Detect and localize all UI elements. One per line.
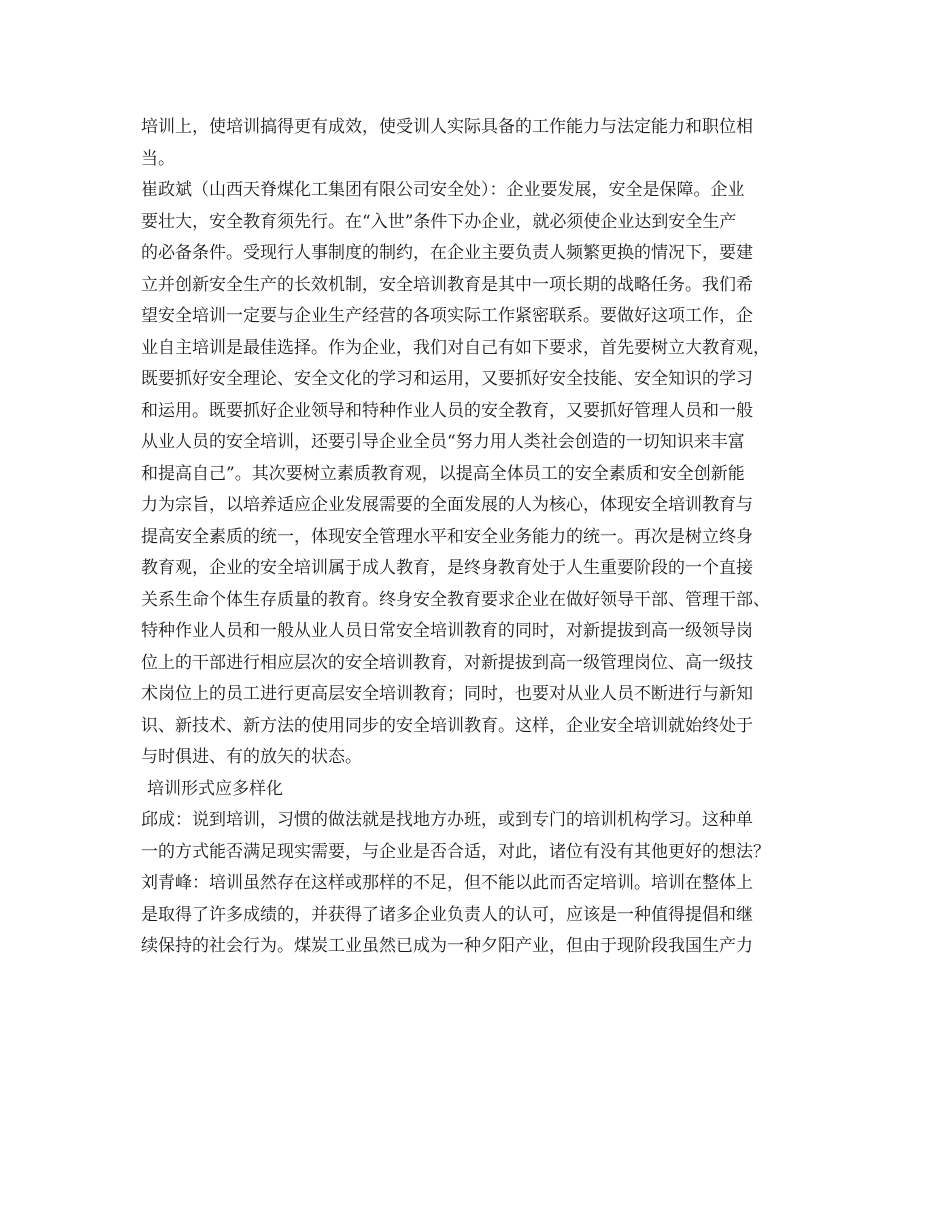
text-line: 要壮大，安全教育须先行。在“入世”条件下办企业，就必须使企业达到安全生产 (141, 211, 737, 232)
text-line: 术岗位上的员工进行更高层安全培训教育；同时，也要对从业人员不断进行与新知 (141, 684, 753, 704)
text-line: 和运用。既要抓好企业领导和特种作业人员的安全教育，又要抓好管理人员和一般 (141, 400, 753, 421)
text-line: 与时俱进、有的放矢的状态。 (141, 747, 362, 767)
text-line: 立并创新安全生产的长效机制，安全培训教育是其中一项长期的战略任务。我们希 (141, 274, 753, 295)
text-line: 位上的干部进行相应层次的安全培训教育，对新提拔到高一级管理岗位、高一级技 (141, 652, 753, 673)
text-line: 特种作业人员和一般从业人员日常安全培训教育的同时，对新提拔到高一级领导岗 (141, 621, 753, 641)
text-line: 刘青峰：培训虽然存在这样或那样的不足，但不能以此而否定培训。培训在整体上 (141, 873, 753, 893)
text-line: 和提高自己”。其次要树立素质教育观，以提高全体员工的安全素质和安全创新能 (141, 463, 745, 484)
text-line: 望安全培训一定要与企业生产经营的各项实际工作紧密联系。要做好这项工作，企 (141, 306, 753, 326)
section-heading: 培训形式应多样化 (147, 778, 283, 799)
text-line: 从业人员的安全培训，还要引导企业全员“努力用人类社会创造的一切知识来丰富 (141, 432, 745, 452)
text-line: 的必备条件。受现行人事制度的制约，在企业主要负责人频繁更换的情况下，要建 (141, 243, 753, 263)
text-line: 续保持的社会行为。煤炭工业虽然已成为一种夕阳产业，但由于现阶段我国生产力 (141, 936, 753, 956)
text-line: 当。 (141, 148, 175, 169)
text-line: 关系生命个体生存质量的教育。终身安全教育要求企业在做好领导干部、管理干部、 (141, 589, 770, 610)
text-line: 培训上，使培训搞得更有成效，使受训人实际具备的工作能力与法定能力和职位相 (141, 117, 753, 137)
text-line: 是取得了许多成绩的，并获得了诸多企业负责人的认可，应该是一种值得提倡和继 (141, 904, 753, 925)
text-line: 业自主培训是最佳选择。作为企业，我们对自己有如下要求，首先要树立大教育观， (141, 337, 770, 358)
text-line: 邱成：说到培训，习惯的做法就是找地方办班，或到专门的培训机构学习。这种单 (141, 810, 753, 830)
text-line: 力为宗旨，以培养适应企业发展需要的全面发展的人为核心，体现安全培训教育与 (141, 495, 753, 515)
text-line: 既要抓好安全理论、安全文化的学习和运用，又要抓好安全技能、安全知识的学习 (141, 369, 753, 389)
text-line: 崔政斌（山西天脊煤化工集团有限公司安全处）：企业要发展，安全是保障。企业 (141, 180, 745, 200)
text-line: 识、新技术、新方法的使用同步的安全培训教育。这样，企业安全培训就始终处于 (141, 715, 753, 736)
body-text (141, 112, 825, 963)
text-line: 教育观，企业的安全培训属于成人教育，是终身教育处于人生重要阶段的一个直接 (141, 558, 753, 578)
text-line: 一的方式能否满足现实需要，与企业是否合适，对此，诸位有没有其他更好的想法？ (141, 841, 770, 862)
text-line: 提高安全素质的统一，体现安全管理水平和安全业务能力的统一。再次是树立终身 (141, 526, 753, 547)
